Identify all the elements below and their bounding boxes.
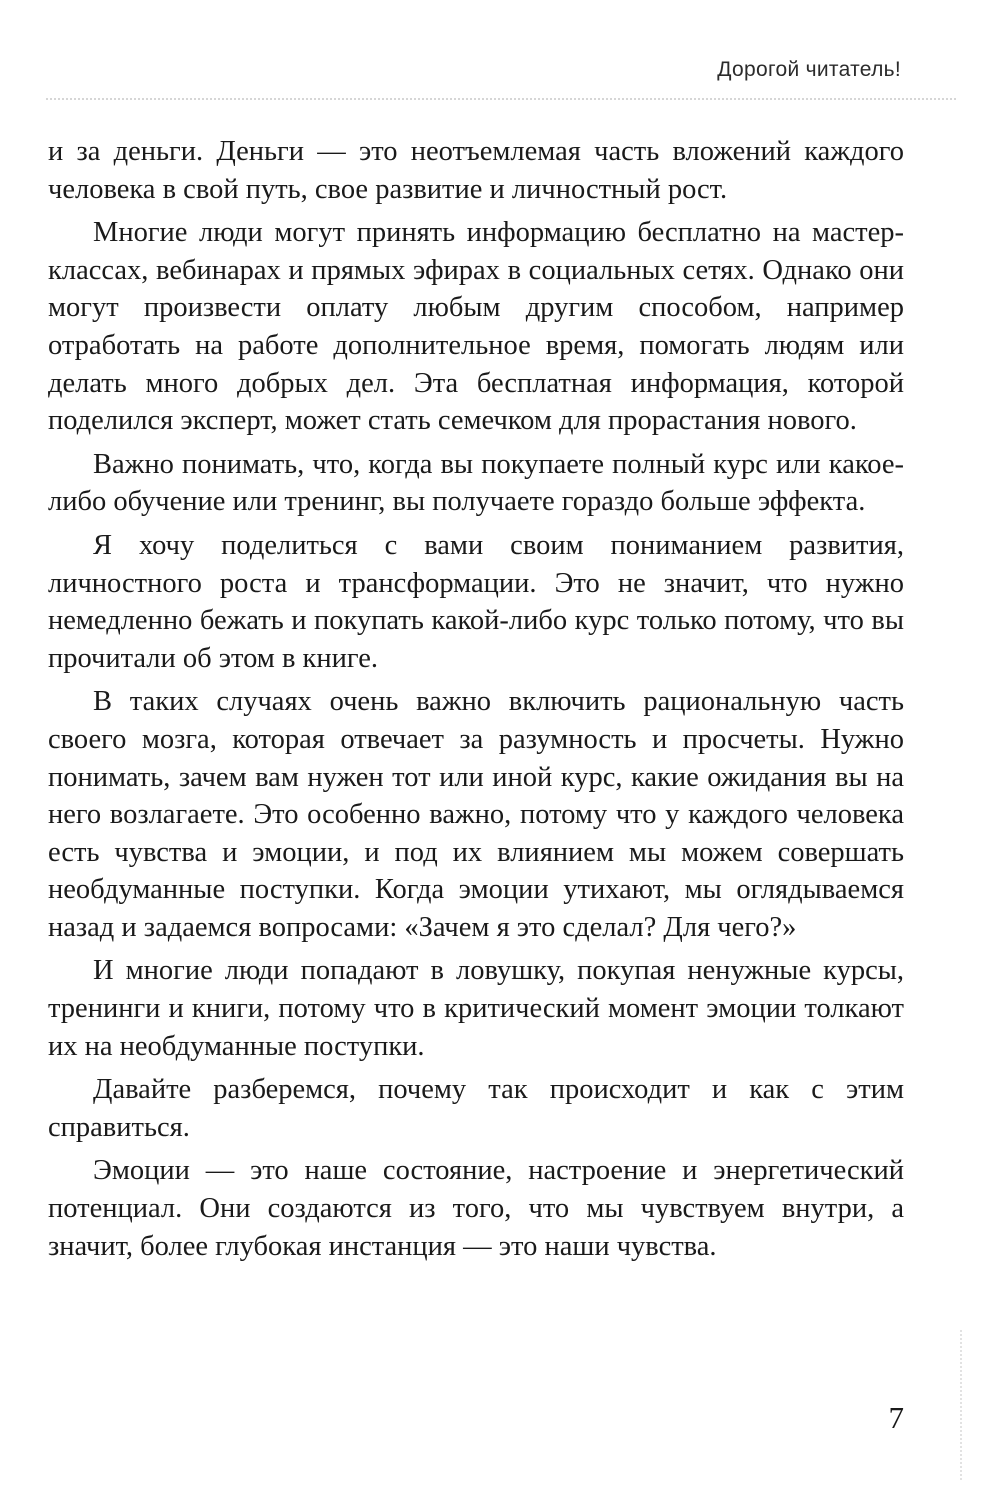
paragraph: Эмоции — это наше состояние, настроение и энергетический потенциал. Они создаются из того, что мы чувствуем внутри, а значит, более глубокая инстанция — это наши чувства. <box>48 1155 904 1262</box>
page-edge-mark <box>960 1330 962 1480</box>
paragraph: В таких случаях очень важно включить рациональную часть своего мозга, которая отвечает за разумность и просчеты. Нужно понимать, зачем вам нужен тот или иной курс, какие ожидания вы на него возлагаете. Это особенно важно, потому что у каждого человека есть чувства и эмоции, и под их влиянием мы можем совершать необдуманные поступки. Когда эмоции утихают, мы оглядываемся назад и задаемся вопросами: «Зачем я это сделал? Для чего?» <box>48 686 904 943</box>
paragraph: Многие люди могут принять информацию бесплатно на мастер-классах, вебинарах и прямых эфирах в социальных сетях. Однако они могут произвести оплату любым другим способом, например отработать на работе дополнительное время, помогать людям или делать много добрых дел. Эта бесплатная информация, которой поделился эксперт, может стать семечком для прорастания нового. <box>48 217 904 437</box>
page-number: 7 <box>888 1400 904 1435</box>
body-text <box>48 133 904 1265</box>
paragraph: Важно понимать, что, когда вы покупаете полный курс или какое-либо обучение или тренинг, вы получаете гораздо больше эффекта. <box>48 448 904 518</box>
paragraph: И многие люди попадают в ловушку, покупая ненужные курсы, тренинги и книги, потому что в критический момент эмоции толкают их на необдуманные поступки. <box>48 955 904 1062</box>
header-divider <box>46 98 956 100</box>
paragraph: и за деньги. Деньги — это неотъемлемая часть вложений каждого человека в свой путь, свое развитие и личностный рост. <box>48 136 904 205</box>
paragraph: Давайте разберемся, почему так происходит и как с этим справиться. <box>48 1074 904 1143</box>
running-header: Дорогой читатель! <box>717 58 901 81</box>
paragraph: Я хочу поделиться с вами своим пониманием развития, личностного роста и трансформации. Это не значит, что нужно немедленно бежать и покупать какой-либо курс только потому, что вы прочитали об этом в книге. <box>48 529 904 674</box>
